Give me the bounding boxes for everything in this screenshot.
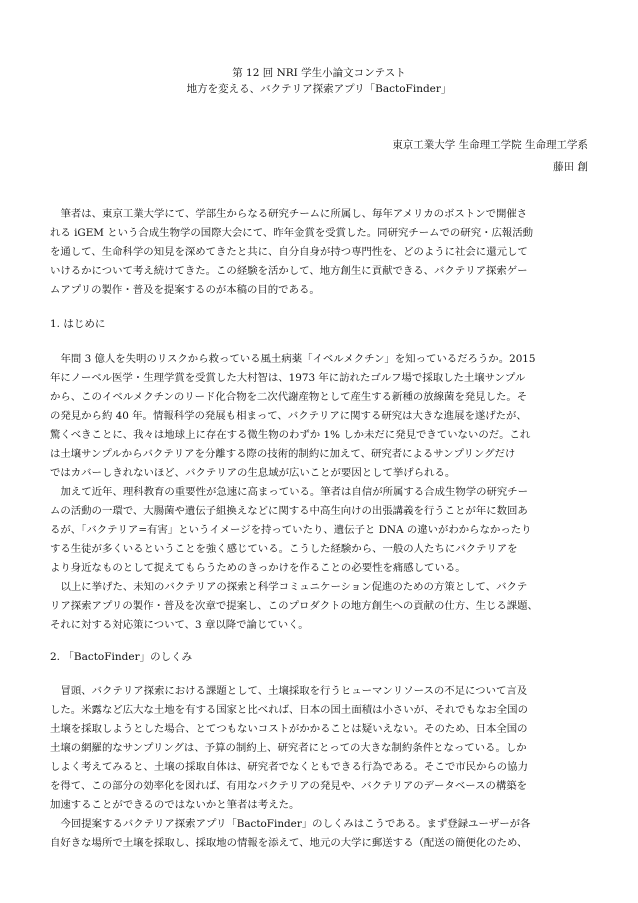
section-2-line: 今回提案するバクテリア探索アプリ「BactoFinder」のしくみはこうである。まず登録ユーザーが各 xyxy=(60,818,531,830)
section-2-line: 冒頭、バクテリア探索における課題として、土壌採取を行うヒューマンリソースの不足について言及 xyxy=(60,685,528,697)
section-2-body xyxy=(50,682,590,853)
abstract-line: れる iGEM という合成生物学の国際大会にて、昨年金賞を受賞した。同研究チームでの研究・広報活動 xyxy=(50,227,534,239)
section-1-line: 年間 3 億人を失明のリスクから救っている風土病薬「イベルメクチン」を知っているだろうか。2015 xyxy=(60,353,536,365)
author-block xyxy=(392,134,588,178)
section-1-line: 加えて近年、理科教育の重要性が急速に高まっている。筆者は自信が所属する合成生物学の研究チー xyxy=(60,486,529,498)
section-2-line: 自好きな場所で土壌を採取し、採取地の情報を添えて、地元の大学に郵送する（配送の簡便化のため、 xyxy=(50,837,528,849)
section-1-line: ではカバーしきれないほど、バクテリアの生息域が広いことが要因として挙げられる。 xyxy=(50,467,456,479)
section-2-heading: 2. 「BactoFinder」のしくみ xyxy=(50,651,193,663)
abstract-line: を通して、生命科学の知見を深めてきたと共に、自分自身が持つ専門性を、どのように社会に還元して xyxy=(50,246,528,258)
section-2-line: した。米露など広大な土地を有する国家と比べれば、日本の国土面積は小さいが、それでもなお全国の xyxy=(50,704,528,716)
section-1-line: は土壌サンプルからバクテリアを分離する際の技術的制約に加えて、研究者によるサンプリングだけ xyxy=(50,448,516,460)
section-2-line: しよく考えてみると、土壌の採取自体は、研究者でなくともできる行為である。そこで市民からの協力 xyxy=(50,761,528,773)
section-1-body xyxy=(50,350,590,635)
contest-title: 第 12 回 NRI 学生小論文コンテスト xyxy=(232,67,406,79)
section-1-line: それに対する対応策について、3 章以降で論じていく。 xyxy=(50,619,309,631)
section-1-line: する生徒が多くいるということを強く感じている。こうした経験から、一般の人たちにバクテリアを xyxy=(50,543,518,555)
section-1-line: ムの活動の一環で、大腸菌や遺伝子組換えなどに関する中高生向けの出張講義を行うことが年に数回あ xyxy=(50,505,528,517)
section-1-line: より身近なものとして捉えてもらうためのきっかけを作ることの必要性を痛感している。 xyxy=(50,562,466,574)
abstract-line: 筆者は、東京工業大学にて、学部生からなる研究チームに所属し、毎年アメリカのボストンで開催さ xyxy=(60,208,528,220)
section-1-heading: 1. はじめに xyxy=(50,318,106,330)
abstract-paragraph xyxy=(50,205,590,300)
section-1-line: 以上に挙げた、未知のバクテリアの探索と科学コミュニケーション促進のための方策として、バクテ xyxy=(60,581,528,593)
section-1-line: の発見から約 40 年。情報科学の発展も相まって、バクテリアに関する研究は大きな進展を遂げたが、 xyxy=(50,410,527,422)
section-2-line: 土壌を採取しようとした場合、とてつもないコストがかかることは疑いえない。そのため、日本全国の xyxy=(50,723,528,735)
section-1-line: 年にノーベル医学・生理学賞を受賞した大村智は、1973 年に訪れたゴルフ場で採取した土壌サンプル xyxy=(50,372,526,384)
section-2-line: 加速することができるのではないかと筆者は考えた。 xyxy=(50,799,300,811)
section-1-line: 驚くべきことに、我々は地球上に存在する微生物のわずか 1% しか未だに発見できていないのだ。これ xyxy=(50,429,531,441)
section-2-line: 土壌の網羅的なサンプリングは、予算の制約上、研究者にとっての大きな制約条件となっている。しか xyxy=(50,742,527,754)
section-2-line: を得て、この部分の効率化を図れば、有用なバクテリアの発見や、バクテリアのデータベースの構築を xyxy=(50,780,528,792)
affiliation: 東京工業大学 生命理工学院 生命理工学系 xyxy=(392,139,588,151)
section-1-line: るが、「バクテリア=有害」というイメージを持っていたり、遺伝子と DNA の違いがわからなかったり xyxy=(50,524,532,536)
section-1-line: リア探索アプリの製作・普及を次章で提案し、このプロダクトの地方創生への貢献の仕方、生じる課題、 xyxy=(50,600,538,612)
abstract-line: いけるかについて考え続けてきた。この経験を活かして、地方創生に貢献できる、バクテリア探索ゲー xyxy=(50,265,528,277)
section-1-line: から、このイベルメクチンのリード化合物を二次代謝産物として産生する新種の放線菌を発見した。そ xyxy=(50,391,528,403)
author-name: 藤田 創 xyxy=(553,161,588,173)
essay-title: 地方を変える、バクテリア探索アプリ「BactoFinder」 xyxy=(186,83,452,95)
abstract-line: ムアプリの製作・普及を提案するのが本稿の目的である。 xyxy=(50,284,320,296)
